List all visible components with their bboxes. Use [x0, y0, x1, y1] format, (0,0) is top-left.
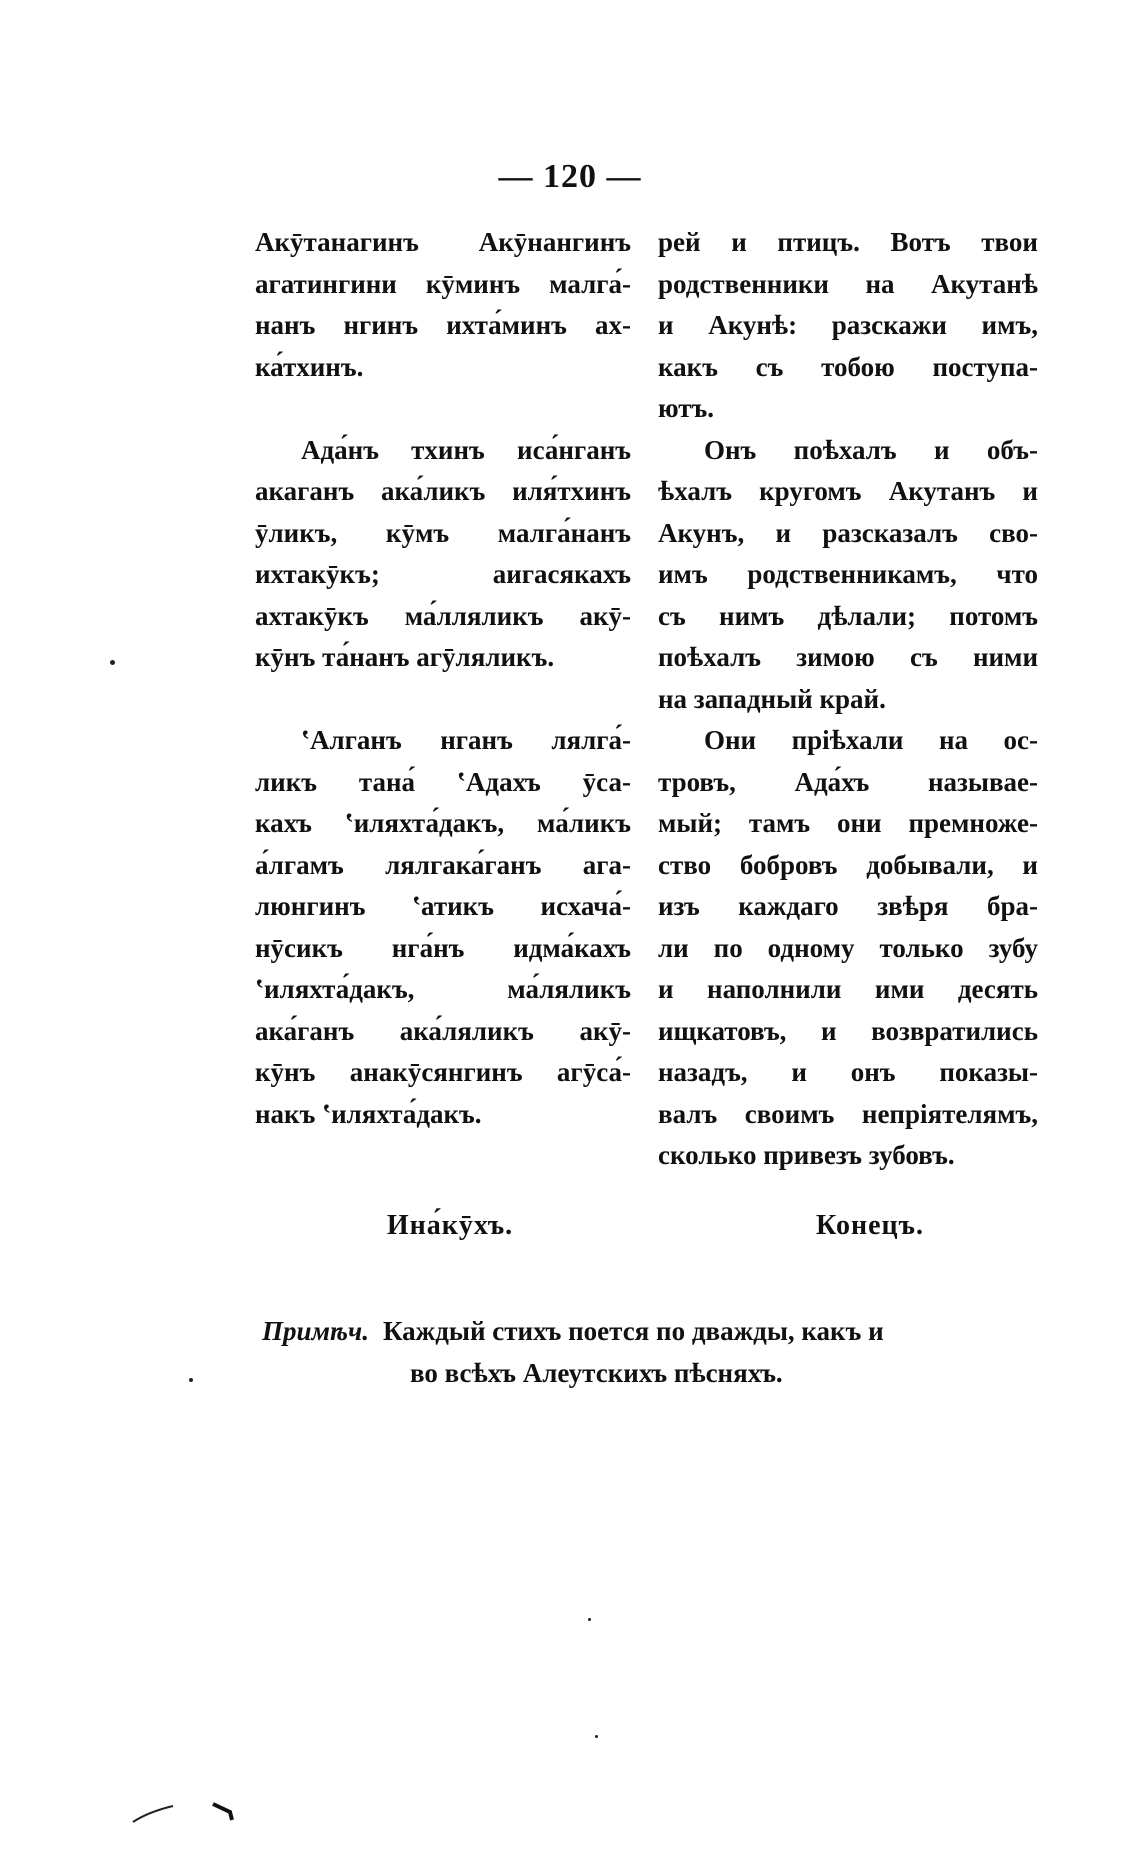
page-number: — 120 — — [498, 158, 642, 195]
text-line: нанъ нгинъ ихта́минъ ах- — [255, 310, 631, 340]
left-paragraph-1 — [255, 222, 631, 388]
text-line: ищкатовъ, и возвратились — [658, 1015, 1038, 1046]
text-line: Ада́нъ тхинъ иса́нганъ — [301, 434, 631, 465]
text-line: ютъ. — [658, 393, 715, 423]
left-column — [255, 222, 631, 1135]
text-line: ахтакӯкъ ма́лляликъ акӯ- — [255, 600, 631, 631]
text-line: нӯсикъ нга́нъ идма́кахъ — [255, 932, 631, 963]
text-line: Акӯтанагинъ Акӯнангинъ — [255, 227, 631, 257]
text-line: ѣхалъ кругомъ Акутанъ и — [658, 476, 1038, 506]
left-paragraph-3 — [255, 720, 631, 1135]
text-line: имъ родственникамъ, что — [658, 559, 1038, 589]
text-line: кӯнъ та́нанъ агӯляликъ. — [255, 642, 555, 672]
footnote-label: Примѣч. — [262, 1316, 369, 1346]
text-line: на западный край. — [658, 683, 886, 714]
text-line: агатингини кӯминъ малга́- — [255, 268, 631, 299]
scan-speck — [189, 1378, 193, 1382]
left-column-ending: Ина́кӯхъ. — [386, 1210, 514, 1241]
right-paragraph-1 — [658, 222, 1038, 430]
text-line: Онъ поѣхалъ и объ- — [704, 434, 1038, 465]
scan-speck — [588, 1618, 591, 1621]
text-line: рей и птицъ. Вотъ твои — [658, 227, 1038, 257]
scan-speck — [110, 660, 115, 665]
text-line: акаганъ ака́ликъ иля́тхинъ — [255, 476, 631, 506]
scan-speck — [595, 1735, 598, 1738]
text-line: родственники на Акутанѣ — [658, 268, 1038, 299]
text-line: назадъ, и онъ показы- — [658, 1057, 1038, 1087]
text-line: накъ ʽиляхта́дакъ. — [255, 1098, 482, 1129]
text-line: какъ съ тобою поступа- — [658, 351, 1038, 382]
text-line: ли по одному только зубу — [658, 932, 1038, 963]
text-line: ство бобровъ добывали, и — [658, 849, 1038, 880]
text-line: мый; тамъ они премноже- — [658, 808, 1038, 838]
text-line: и Акунѣ: разскажи имъ, — [658, 310, 1038, 340]
text-line: Акунъ, и разсказалъ сво- — [658, 517, 1038, 548]
text-line: сколько привезъ зубовъ. — [658, 1140, 955, 1170]
text-line: ʽиляхта́дакъ, ма́ляликъ — [255, 974, 631, 1004]
right-column — [658, 222, 1038, 1177]
text-line: валъ своимъ непрiятелямъ, — [658, 1098, 1038, 1129]
footnote-line-1: Каждый стихъ поется по дважды, какъ и — [382, 1316, 884, 1346]
text-line: изъ каждаго звѣря бра- — [658, 891, 1038, 921]
paragraph-gap — [255, 388, 631, 430]
right-column-ending: Конецъ. — [816, 1210, 924, 1241]
text-line: ака́ганъ ака́ляликъ акӯ- — [255, 1015, 631, 1046]
text-line: а́лгамъ лялгака́ганъ ага- — [255, 849, 631, 880]
text-line: ка́тхинъ. — [255, 351, 364, 382]
text-line: ʽАлганъ нганъ лялга́- — [301, 725, 631, 755]
footnote-line-2: во всѣхъ Алеутскихъ пѣсняхъ. — [410, 1358, 783, 1388]
text-line: люнгинъ ʽатикъ исхача́- — [255, 891, 631, 921]
text-line: съ нимъ дѣлали; потомъ — [658, 600, 1038, 631]
text-line: ликъ тана́ ʽАдахъ ӯса- — [255, 766, 631, 797]
left-paragraph-2 — [255, 430, 631, 679]
text-line: ӯликъ, кӯмъ малга́нанъ — [255, 517, 631, 548]
text-line: ихтакӯкъ; аигасякахъ — [255, 559, 631, 589]
footnote — [262, 1310, 1042, 1394]
text-line: поѣхалъ зимою съ ними — [658, 642, 1038, 672]
right-paragraph-3 — [658, 720, 1038, 1177]
scan-mark — [128, 1790, 268, 1830]
text-line: кахъ ʽиляхта́дакъ, ма́ликъ — [255, 808, 631, 838]
text-line: кӯнъ анакӯсянгинъ агӯса́- — [255, 1057, 631, 1087]
paragraph-gap — [255, 679, 631, 721]
right-paragraph-2 — [658, 430, 1038, 721]
text-line: Они прiѣхали на ос- — [704, 725, 1038, 755]
text-line: и наполнили ими десять — [658, 974, 1038, 1004]
text-line: тровъ, Ада́хъ называе- — [658, 766, 1038, 797]
